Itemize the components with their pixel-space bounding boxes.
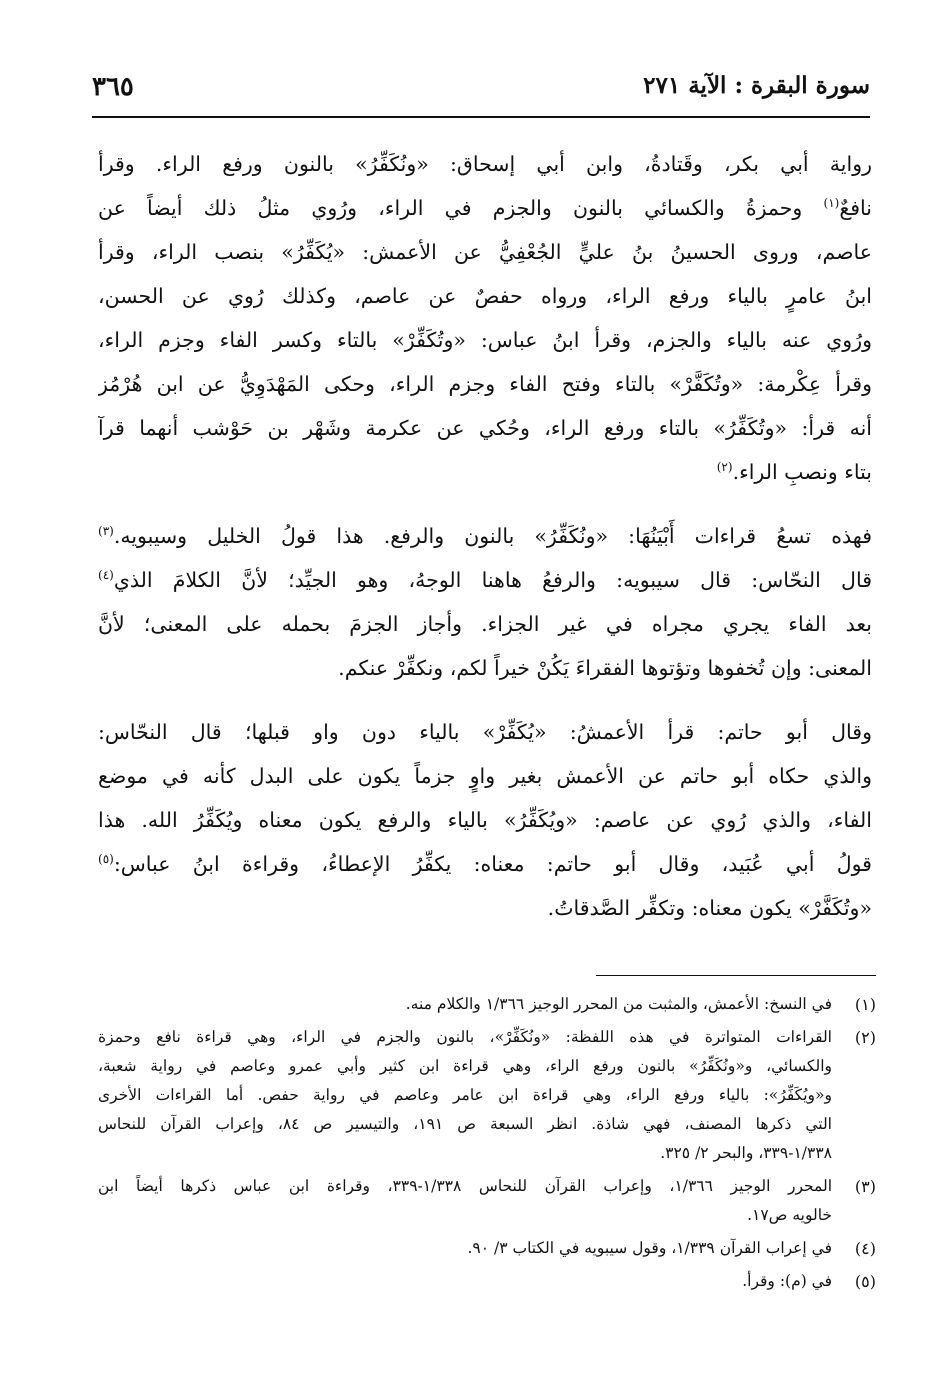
- paragraph-2: [98, 514, 872, 690]
- text-line: «وتُكَفَّرْ» يكون معناه: وتكفِّر الصَّدقاتُ.: [547, 896, 872, 920]
- footnote-number: (٣): [854, 1177, 876, 1196]
- page-number: ٣٦٥: [92, 72, 134, 102]
- footnote-3: [98, 1172, 878, 1230]
- text-line: وقرأ عِكْرمة: «وتُكَفَّرْ» بالتاء وفتح الفاء وجزم الراء، وحكى المَهْدَوِيُّ عن ابن هُرْمُز: [98, 372, 872, 396]
- text-line: عاصم، وروى الحسينُ بنُ عليٍّ الجُعْفِيُّ عن الأعمش: «يُكَفِّرُ» بنصب الراء، وقرأ: [98, 240, 872, 264]
- footnote-line: المحرر الوجيز ١/٣٦٦، وإعراب القرآن للنحاس ١/٣٣٨-٣٣٩، وقراءة ابن عباس ذكرها أيضاً ابن: [98, 1177, 832, 1195]
- text-line: ورُوي عنه بالياء والجزم، وقرأ ابنُ عباس: «وتُكَفِّرْ» بالتاء وكسر الفاء وجزم الراء،: [98, 328, 872, 352]
- footnote-separator: [596, 975, 876, 976]
- footnote-line: القراءات المتواترة في هذه اللفظة: «ونُكَفِّرْ»، بالنون والجزم في الراء، وهي قراءة نافع وحمزة: [98, 1028, 832, 1046]
- footnote-line: ١/٣٣٨-٣٣٩، والبحر ٢/ ٣٢٥.: [660, 1144, 832, 1162]
- header-rule: [92, 116, 870, 118]
- running-title: سورة البقرة : الآية ٢٧١: [643, 72, 870, 99]
- footnote-number: (٤): [854, 1239, 876, 1258]
- footnote-ref[interactable]: (٣): [98, 524, 114, 539]
- footnote-4: [98, 1234, 878, 1263]
- paragraph-1: [98, 142, 872, 494]
- text-line: رواية أبي بكر، وقَتادةُ، وابن أبي إسحاق: «ونُكَفِّرُ» بالنون ورفع الراء. وقرأ: [98, 152, 872, 176]
- footnote-number: (١): [854, 995, 876, 1014]
- page-header: [92, 66, 870, 118]
- footnote-line: خالويه ص١٧.: [747, 1206, 832, 1224]
- footnote-line: و«ويُكَفِّرُ»: بالياء ورفع الراء، وهي قراءة ابن عامر وعاصم في رواية حفص. أما القراءات الأخرى: [98, 1086, 832, 1104]
- text-line: الفاء، والذي رُوي عن عاصم: «ويُكَفِّرُ» بالياء والرفع يكون معناه ويُكَفِّرُ الله. هذا: [98, 808, 872, 832]
- footnote-ref[interactable]: (١): [823, 196, 840, 211]
- text-line-part: قولُ أبي عُبَيد، وقال أبو حاتم: معناه: يكفِّرُ الإعطاءُ، وقراءة ابنُ عباس:: [113, 852, 872, 876]
- footnotes: [98, 990, 878, 1300]
- text-line: وقال أبو حاتم: قرأ الأعمشُ: «يُكَفِّرْ» بالياء دون واو قبلها؛ قال النحّاس:: [98, 720, 872, 744]
- paragraph-3: [98, 710, 872, 930]
- footnote-1: [98, 990, 878, 1019]
- footnote-ref[interactable]: (٢): [716, 460, 733, 475]
- footnote-ref[interactable]: (٤): [98, 568, 114, 583]
- footnote-number: (٢): [854, 1028, 876, 1047]
- text-line: بعد الفاء يجري مجراه في غير الجزاء. وأجاز الجزمَ بحمله على المعنى؛ لأنَّ: [98, 612, 872, 636]
- text-line: المعنى: وإن تُخفوها وتؤتوها الفقراءَ يَكُنْ خيراً لكم، ونكفِّرْ عنكم.: [338, 656, 872, 680]
- text-line-part: وحمزةُ والكسائي بالنون والجزم في الراء، ورُوي مثلُ ذلك أيضاً عن: [98, 196, 824, 220]
- text-line-part: فهذه تسعُ قراءات أَبْيَنُهَا: «ونُكَفِّرُ» بالنون والرفع. هذا قولُ الخليل وسيبويه.: [113, 524, 872, 548]
- footnote-line: في النسخ: الأعمش، والمثبت من المحرر الوجيز ١/٣٦٦ والكلام منه.: [405, 995, 832, 1013]
- footnote-line: التي ذكرها المصنف، فهي شاذة. انظر السبعة ص ١٩١، والتيسير ص ٨٤، وإعراب القرآن للنحاس: [98, 1115, 832, 1133]
- text-line: أنه قرأ: «وتُكَفِّرُ» بالتاء ورفع الراء، وحُكي عن عكرمة وشَهْر بن حَوْشب أنهما قرآ: [98, 416, 872, 440]
- text-line: [98, 514, 872, 558]
- footnote-2: [98, 1023, 878, 1168]
- text-line: والذي حكاه أبو حاتم عن الأعمش بغير واوٍ جزماً يكون على البدل كأنه في موضع: [98, 764, 872, 788]
- text-line: ابنُ عامرٍ بالياء ورفع الراء، ورواه حفصٌ عن عاصم، وكذلك رُوي عن الحسن،: [98, 284, 872, 308]
- footnote-5: [98, 1267, 878, 1296]
- text-line: [98, 558, 872, 602]
- main-text: [98, 142, 872, 930]
- text-line-part: قال النحّاس: قال سيبويه: والرفعُ هاهنا الوجهُ، وهو الجيِّد؛ لأنَّ الكلامَ الذي: [113, 568, 872, 592]
- footnote-line: والكسائي، و«ونُكَفِّرُ» بالنون ورفع الراء، وهي قراءة ابن كثير وأبي عمرو وعاصم في رواية شعبة،: [98, 1057, 832, 1075]
- text-line: [98, 842, 872, 886]
- text-line: [98, 186, 872, 230]
- text-line: [98, 450, 872, 494]
- footnote-number: (٥): [854, 1272, 876, 1291]
- text-line-part: نافعٌ: [839, 196, 872, 220]
- text-line-part: بتاء ونصبِ الراء.: [732, 460, 872, 484]
- footnote-line: في إعراب القرآن ١/٣٣٩، وقول سيبويه في الكتاب ٣/ ٩٠.: [467, 1239, 832, 1257]
- footnote-ref[interactable]: (٥): [98, 852, 114, 867]
- footnote-line: في (م): وقرأ.: [742, 1272, 832, 1290]
